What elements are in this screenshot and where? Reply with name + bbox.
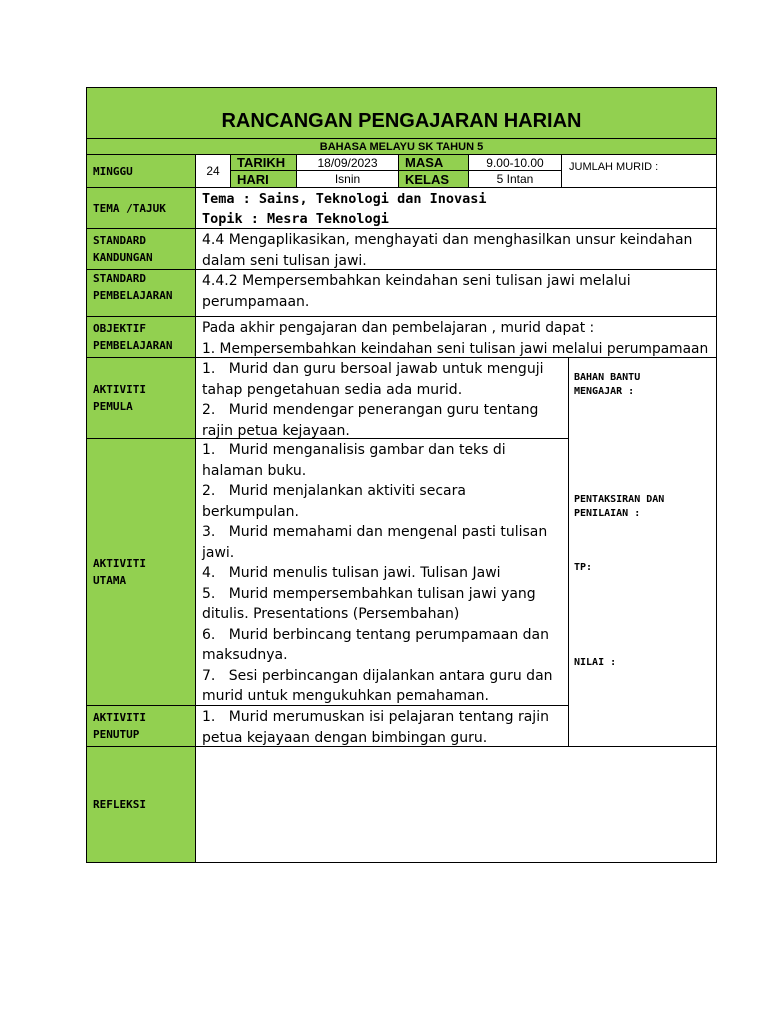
tema-label-cell: [86, 187, 196, 229]
aktiviti-pemula-item: 2. Murid mendengar penerangan guru tentang rajin petua kejayaan.: [202, 402, 539, 439]
refleksi-label-cell: [86, 746, 196, 863]
aktiviti-pemula-content-cell: [195, 357, 569, 439]
minggu-value-cell: [195, 154, 231, 188]
aktiviti-penutup-label-2: PENUTUP: [93, 728, 140, 741]
jumlah-murid-cell: [561, 154, 717, 188]
masa-label-cell: [398, 154, 469, 171]
aktiviti-utama-label-2: UTAMA: [93, 574, 127, 587]
tarikh-label-cell: [230, 154, 297, 171]
objektif-line-1: Pada akhir pengajaran dan pembelajaran , murid dapat :: [202, 320, 595, 336]
aktiviti-utama-item: 3. Murid memahami dan mengenal pasti tulisan jawi.: [202, 524, 548, 561]
aktiviti-utama-item: 5. Murid mempersembahkan tulisan jawi yang ditulis. Presentations (Persembahan): [202, 585, 536, 622]
pentaksiran-label-1: PENTAKSIRAN DAN: [574, 494, 665, 505]
hari-value: Isnin: [334, 172, 361, 186]
kelas-label: KELAS: [405, 171, 450, 187]
pentaksiran-label-2: PENILAIAN :: [574, 508, 641, 519]
standard-kandungan-label-1: STANDARD: [93, 234, 146, 247]
objektif-label-1: OBJEKTIF: [93, 322, 146, 335]
objektif-label-cell: [86, 316, 196, 358]
side-info-cell: [568, 357, 717, 747]
aktiviti-utama-item: 1. Murid menganalisis gambar dan teks di halaman buku.: [202, 442, 506, 479]
aktiviti-pemula-label-1: AKTIVITI: [93, 383, 146, 396]
nilai-label: NILAI :: [574, 657, 617, 668]
standard-pembelajaran-label-cell: [86, 269, 196, 317]
objektif-line-2: 1. Mempersembahkan keindahan seni tulisan jawi melalui perumpamaan: [202, 340, 709, 357]
subtitle-band: [86, 138, 717, 155]
bahan-bantu-label: [574, 371, 640, 399]
standard-kandungan-label-cell: [86, 228, 196, 270]
aktiviti-penutup-content-cell: [195, 705, 569, 747]
tema-content-cell: [195, 187, 717, 229]
standard-pembelajaran-content-cell: [195, 269, 717, 317]
hari-label-cell: [230, 170, 297, 188]
refleksi-content-cell[interactable]: [195, 746, 717, 863]
objektif-content-cell: [195, 316, 717, 358]
standard-kandungan-content-cell: [195, 228, 717, 270]
jumlah-murid-label: JUMLAH MURID :: [569, 161, 659, 173]
aktiviti-pemula-label-cell: [86, 357, 196, 439]
kelas-value-cell: [468, 170, 562, 188]
aktiviti-utama-item: 6. Murid berbincang tentang perumpamaan dan maksudnya.: [202, 626, 549, 663]
minggu-label-cell: [86, 154, 196, 188]
title-band: [86, 87, 717, 139]
aktiviti-penutup-label-1: AKTIVITI: [93, 711, 146, 724]
aktiviti-penutup-item: 1. Murid merumuskan isi pelajaran tentang rajin petua kejayaan dengan bimbingan guru.: [202, 709, 549, 746]
masa-value-cell: [468, 154, 562, 171]
aktiviti-utama-label-1: AKTIVITI: [93, 557, 146, 570]
masa-label: MASA: [405, 155, 444, 170]
aktiviti-utama-item: 4. Murid menulis tulisan jawi. Tulisan Jawi: [202, 565, 501, 581]
pentaksiran-label: [574, 493, 664, 521]
tarikh-value-cell: [296, 154, 399, 171]
page-title: RANCANGAN PENGAJARAN HARIAN: [221, 110, 582, 132]
bahan-bantu-label-2: MENGAJAR :: [574, 386, 635, 397]
tarikh-label: TARIKH: [237, 155, 286, 170]
aktiviti-utama-content-cell: [195, 438, 569, 706]
aktiviti-pemula-label-2: PEMULA: [93, 400, 133, 413]
aktiviti-penutup-label-cell: [86, 705, 196, 747]
aktiviti-pemula-item: 1. Murid dan guru bersoal jawab untuk menguji tahap pengetahuan sedia ada murid.: [202, 361, 544, 398]
page-subtitle: BAHASA MELAYU SK TAHUN 5: [319, 140, 484, 153]
standard-pembelajaran-label-2: PEMBELAJARAN: [93, 289, 173, 302]
aktiviti-utama-item: 7. Sesi perbincangan dijalankan antara guru dan murid untuk mengukuhkan pemahaman.: [202, 667, 553, 704]
standard-kandungan-label-2: KANDUNGAN: [93, 251, 153, 264]
minggu-value: 24: [206, 164, 220, 178]
kelas-label-cell: [398, 170, 469, 188]
topik-line: Topik : Mesra Teknologi: [202, 211, 389, 227]
refleksi-label: REFLEKSI: [93, 798, 146, 811]
standard-pembelajaran-label-1: STANDARD: [93, 272, 146, 285]
objektif-label-2: PEMBELAJARAN: [93, 339, 173, 352]
kelas-value: 5 Intan: [496, 172, 534, 186]
tarikh-value: 18/09/2023: [317, 155, 378, 170]
hari-value-cell: [296, 170, 399, 188]
tema-line: Tema : Sains, Teknologi dan Inovasi: [202, 191, 487, 207]
bahan-bantu-label-1: BAHAN BANTU: [574, 372, 641, 383]
masa-value: 9.00-10.00: [486, 155, 544, 170]
aktiviti-utama-item: 2. Murid menjalankan aktiviti secara berkumpulan.: [202, 483, 466, 520]
tp-label: TP:: [574, 562, 593, 573]
tema-label: TEMA /TAJUK: [93, 201, 166, 215]
aktiviti-utama-label-cell: [86, 438, 196, 706]
standard-kandungan-text: 4.4 Mengaplikasikan, menghayati dan menghasilkan unsur keindahan dalam seni tulisan jawi.: [202, 232, 693, 269]
standard-pembelajaran-text: 4.4.2 Mempersembahkan keindahan seni tulisan jawi melalui perumpamaan.: [202, 273, 631, 310]
minggu-label: MINGGU: [93, 164, 133, 178]
hari-label: HARI: [237, 171, 269, 187]
